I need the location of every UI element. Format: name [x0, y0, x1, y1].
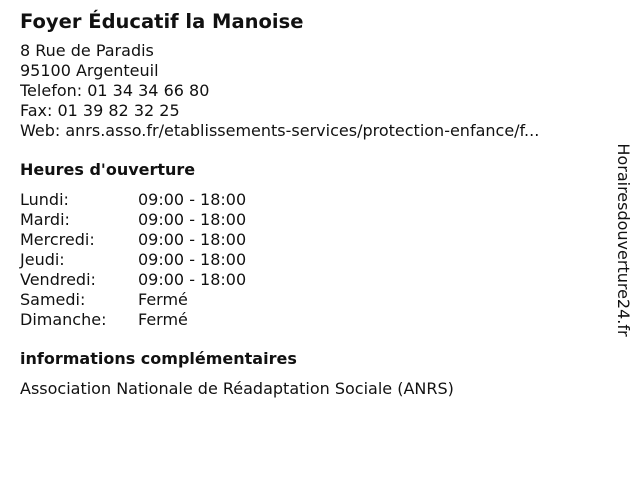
- hours-row-saturday: [20, 290, 600, 310]
- business-card: [20, 10, 600, 399]
- hours-value: 09:00 - 18:00: [138, 210, 247, 229]
- day-label: Dimanche:: [20, 310, 107, 329]
- opening-hours-table: [20, 190, 600, 330]
- phone-number: Telefon: 01 34 34 66 80: [20, 81, 210, 100]
- day-label: Mercredi:: [20, 230, 95, 249]
- hours-row-wednesday: [20, 230, 600, 250]
- hours-value: Fermé: [138, 290, 188, 309]
- additional-info-heading: informations complémentaires: [20, 349, 297, 368]
- hours-value: 09:00 - 18:00: [138, 250, 247, 269]
- hours-value: Fermé: [138, 310, 188, 329]
- hours-row-friday: [20, 270, 600, 290]
- hours-row-monday: [20, 190, 600, 210]
- day-label: Samedi:: [20, 290, 86, 309]
- opening-hours-heading: Heures d'ouverture: [20, 160, 196, 179]
- hours-value: 09:00 - 18:00: [138, 190, 247, 209]
- hours-value: 09:00 - 18:00: [138, 230, 247, 249]
- day-label: Lundi:: [20, 190, 69, 209]
- city-address: 95100 Argenteuil: [20, 61, 159, 80]
- hours-row-sunday: [20, 310, 600, 330]
- day-label: Vendredi:: [20, 270, 96, 289]
- business-title: Foyer Éducatif la Manoise: [20, 10, 304, 33]
- hours-row-thursday: [20, 250, 600, 270]
- site-watermark: Horairesdouverture24.fr: [614, 143, 633, 337]
- day-label: Jeudi:: [20, 250, 65, 269]
- hours-row-tuesday: [20, 210, 600, 230]
- additional-info-text: Association Nationale de Réadaptation Sociale (ANRS): [20, 379, 454, 398]
- address-block: [20, 41, 600, 141]
- street-address: 8 Rue de Paradis: [20, 41, 154, 60]
- hours-value: 09:00 - 18:00: [138, 270, 247, 289]
- day-label: Mardi:: [20, 210, 70, 229]
- fax-number: Fax: 01 39 82 32 25: [20, 101, 180, 120]
- website-link[interactable]: Web: anrs.asso.fr/etablissements-services/protection-enfance/f...: [20, 121, 540, 140]
